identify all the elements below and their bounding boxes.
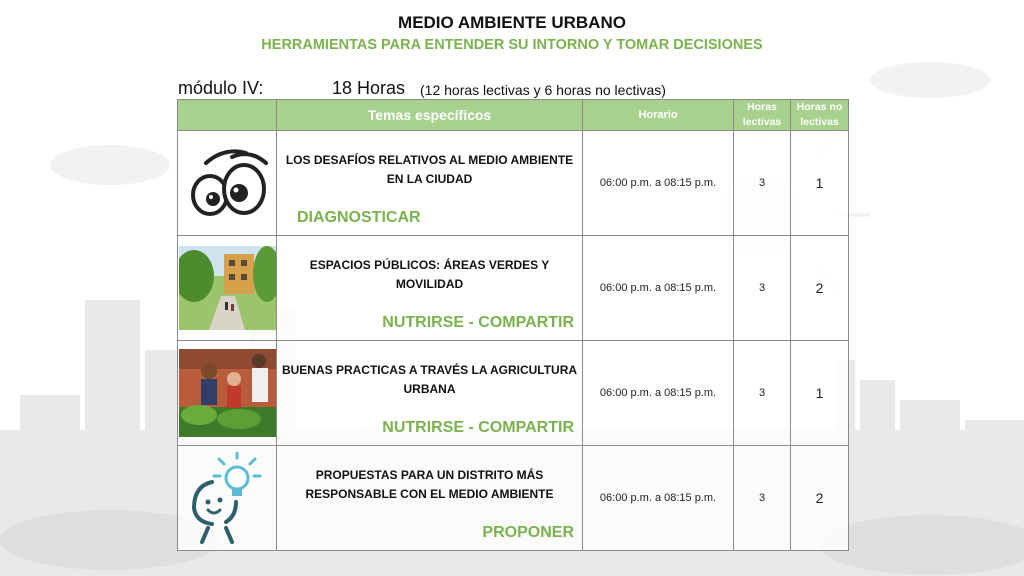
horario-cell: 06:00 p.m. a 08:15 p.m. <box>583 131 734 236</box>
topic-cell <box>277 131 583 236</box>
topic-title: PROPUESTAS PARA UN DISTRITO MÁS RESPONSABLE CON EL MEDIO AMBIENTE <box>305 468 554 501</box>
table-row <box>178 446 849 551</box>
row-image-cell <box>178 446 277 551</box>
horas-lectivas-cell: 3 <box>734 341 791 446</box>
topic-cell <box>277 446 583 551</box>
row-image-cell <box>178 236 277 341</box>
module-label: módulo IV: <box>178 78 264 98</box>
idea-face-icon <box>182 452 272 544</box>
header-horas-lectivas: Horas lectivas <box>734 100 791 131</box>
header-horario: Horario <box>583 100 734 131</box>
row-image-cell <box>178 131 277 236</box>
table-header-row <box>178 100 849 131</box>
topic-tag: PROPONER <box>482 524 574 541</box>
urban-garden-photo <box>179 349 276 437</box>
horas-no-lectivas-cell: 2 <box>791 446 849 551</box>
horas-lectivas-cell: 3 <box>734 236 791 341</box>
horas-lectivas-cell: 3 <box>734 446 791 551</box>
eyes-icon <box>184 143 270 223</box>
horario-cell: 06:00 p.m. a 08:15 p.m. <box>583 236 734 341</box>
topic-tag: NUTRIRSE - COMPARTIR <box>382 314 574 331</box>
module-hours-detail: (12 horas lectivas y 6 horas no lectivas) <box>420 82 666 98</box>
horario-cell: 06:00 p.m. a 08:15 p.m. <box>583 446 734 551</box>
topic-title: ESPACIOS PÚBLICOS: ÁREAS VERDES Y MOVILIDAD <box>309 258 550 291</box>
page-subtitle: HERRAMIENTAS PARA ENTENDER SU INTORNO Y TOMAR DECISIONES <box>261 37 763 53</box>
topic-tag: NUTRIRSE - COMPARTIR <box>382 419 574 436</box>
horas-no-lectivas-cell: 1 <box>791 131 849 236</box>
row-image-cell <box>178 341 277 446</box>
topic-tag: DIAGNOSTICAR <box>297 209 421 226</box>
topic-title: LOS DESAFÍOS RELATIVOS AL MEDIO AMBIENTE EN LA CIUDAD <box>285 153 574 186</box>
topic-title: BUENAS PRACTICAS A TRAVÉS LA AGRICULTURA URBANA <box>281 363 578 396</box>
schedule-table <box>177 99 849 551</box>
header-horas-no-lectivas: Horas no lectivas <box>791 100 849 131</box>
green-street-photo <box>179 246 276 330</box>
table-row <box>178 131 849 236</box>
topic-cell <box>277 341 583 446</box>
page-title: MEDIO AMBIENTE URBANO <box>398 13 626 32</box>
horas-lectivas-cell: 3 <box>734 131 791 236</box>
table-row <box>178 341 849 446</box>
module-hours: 18 Horas <box>332 78 406 98</box>
table-row <box>178 236 849 341</box>
header-image-cell <box>178 100 277 131</box>
horas-no-lectivas-cell: 2 <box>791 236 849 341</box>
topic-cell <box>277 236 583 341</box>
horas-no-lectivas-cell: 1 <box>791 341 849 446</box>
header-temas: Temas específicos <box>277 100 583 131</box>
horario-cell: 06:00 p.m. a 08:15 p.m. <box>583 341 734 446</box>
